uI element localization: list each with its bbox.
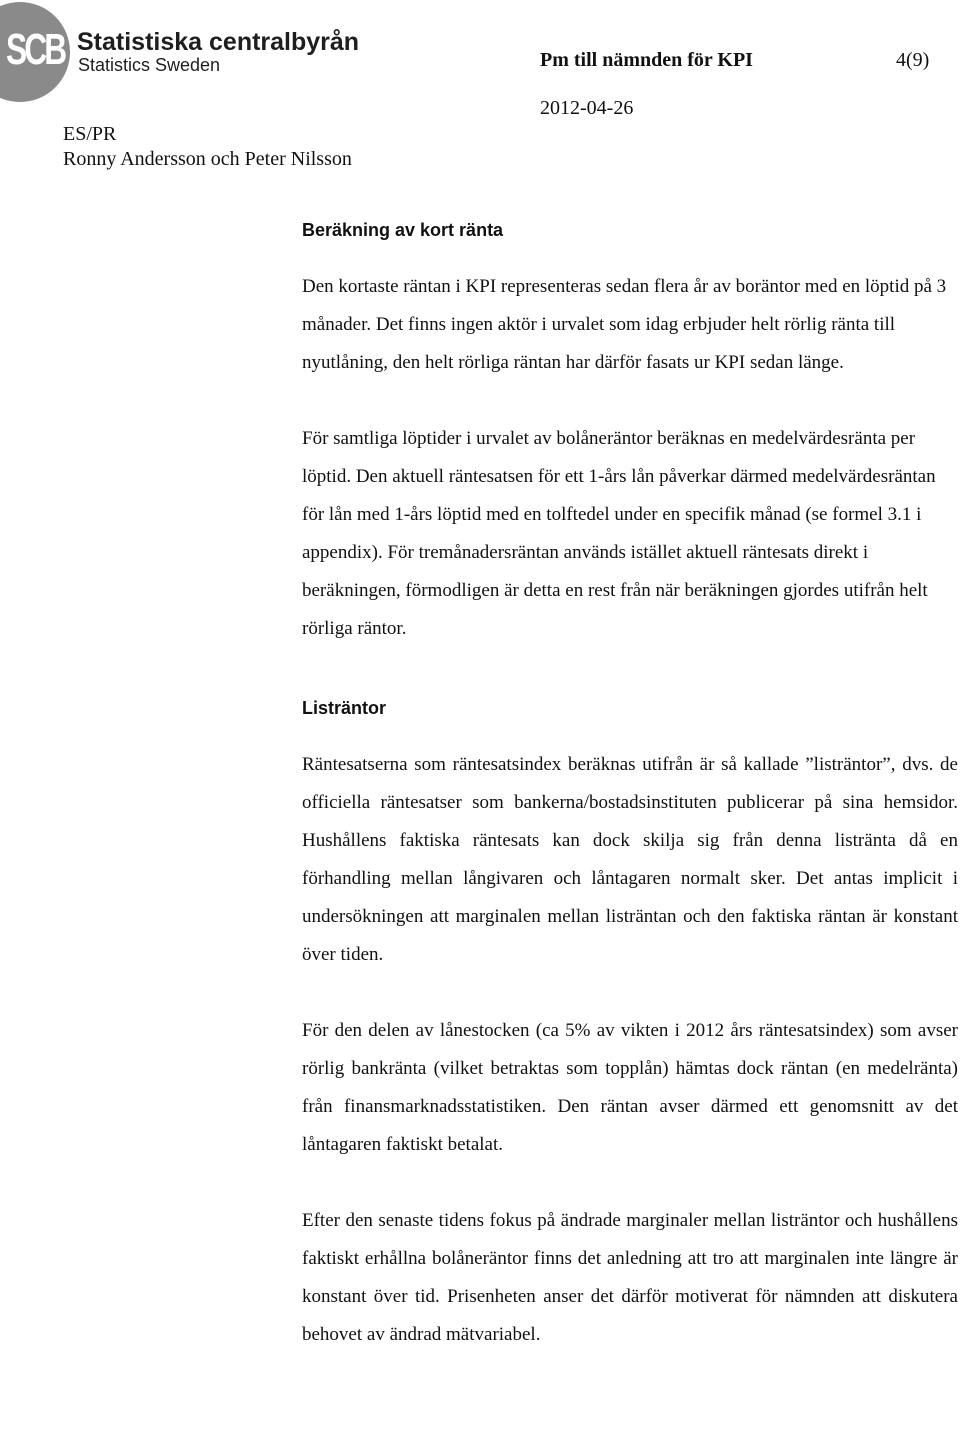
page-number: 4(9) [896,49,930,71]
document-body [302,216,958,1354]
paragraph: För samtliga löptider i urvalet av bolåneräntor beräknas en medelvärdesränta per löptid. Den aktuell räntesatsen för ett 1-års lån påverkar därmed medelvärdesräntan för lån med 1-års löptid med en tolftedel under en specifik månad (se formel 3.1 i appendix). För tremånadersräntan används istället aktuell räntesats direkt i beräkningen, förmodligen är detta en rest från när beräkningen gjordes utifrån helt rörliga räntor. [302,428,936,639]
scb-logo-mark-icon [0,2,70,102]
paragraph: Efter den senaste tidens fokus på ändrade marginaler mellan listräntor och hushållens faktiskt erhållna bolåneräntor finns det anledning att tro att marginalen inte längre är konstant över tid. Prisenheten anser det därför motiverat för nämnden att diskutera behovet av ändrad mätvariabel. [302,1210,958,1345]
logo-name: Statistiska centralbyrån [77,28,360,56]
authors: Ronny Andersson och Peter Nilsson [63,148,352,170]
department-code: ES/PR [63,123,117,145]
document-date: 2012-04-26 [540,97,634,119]
paragraph: Räntesatserna som räntesatsindex beräknas utifrån är så kallade ”listräntor”, dvs. de officiella räntesatser som bankerna/bostadsinstituten publicerar på sina hemsidor. Hushållens faktiska räntesats kan dock skilja sig från denna listränta då en förhandling mellan långivaren och låntagaren normalt sker. Det antas implicit i undersökningen att marginalen mellan listräntan och den faktiska räntan är konstant över tiden. [302,754,958,965]
scb-logo [0,0,400,104]
section-heading: Beräkning av kort ränta [302,220,504,240]
document-title: Pm till nämnden för KPI [540,49,753,71]
paragraph: Den kortaste räntan i KPI representeras sedan flera år av boräntor med en löptid på 3 månader. Det finns ingen aktör i urvalet som idag erbjuder helt rörlig ränta till nyutlåning, den helt rörliga räntan har därför fasats ur KPI sedan länge. [302,276,947,373]
logo-subtitle: Statistics Sweden [78,55,221,75]
section-heading: Listräntor [302,698,387,718]
logo-mark-text: SCB [6,25,65,74]
paragraph: För den delen av lånestocken (ca 5% av vikten i 2012 års räntesatsindex) som avser rörlig bankränta (vilket betraktas som topplån) hämtas dock räntan (en medelränta) från finansmarknadsstatistiken. Den räntan avser därmed ett genomsnitt av det låntagaren faktiskt betalat. [302,1020,958,1155]
